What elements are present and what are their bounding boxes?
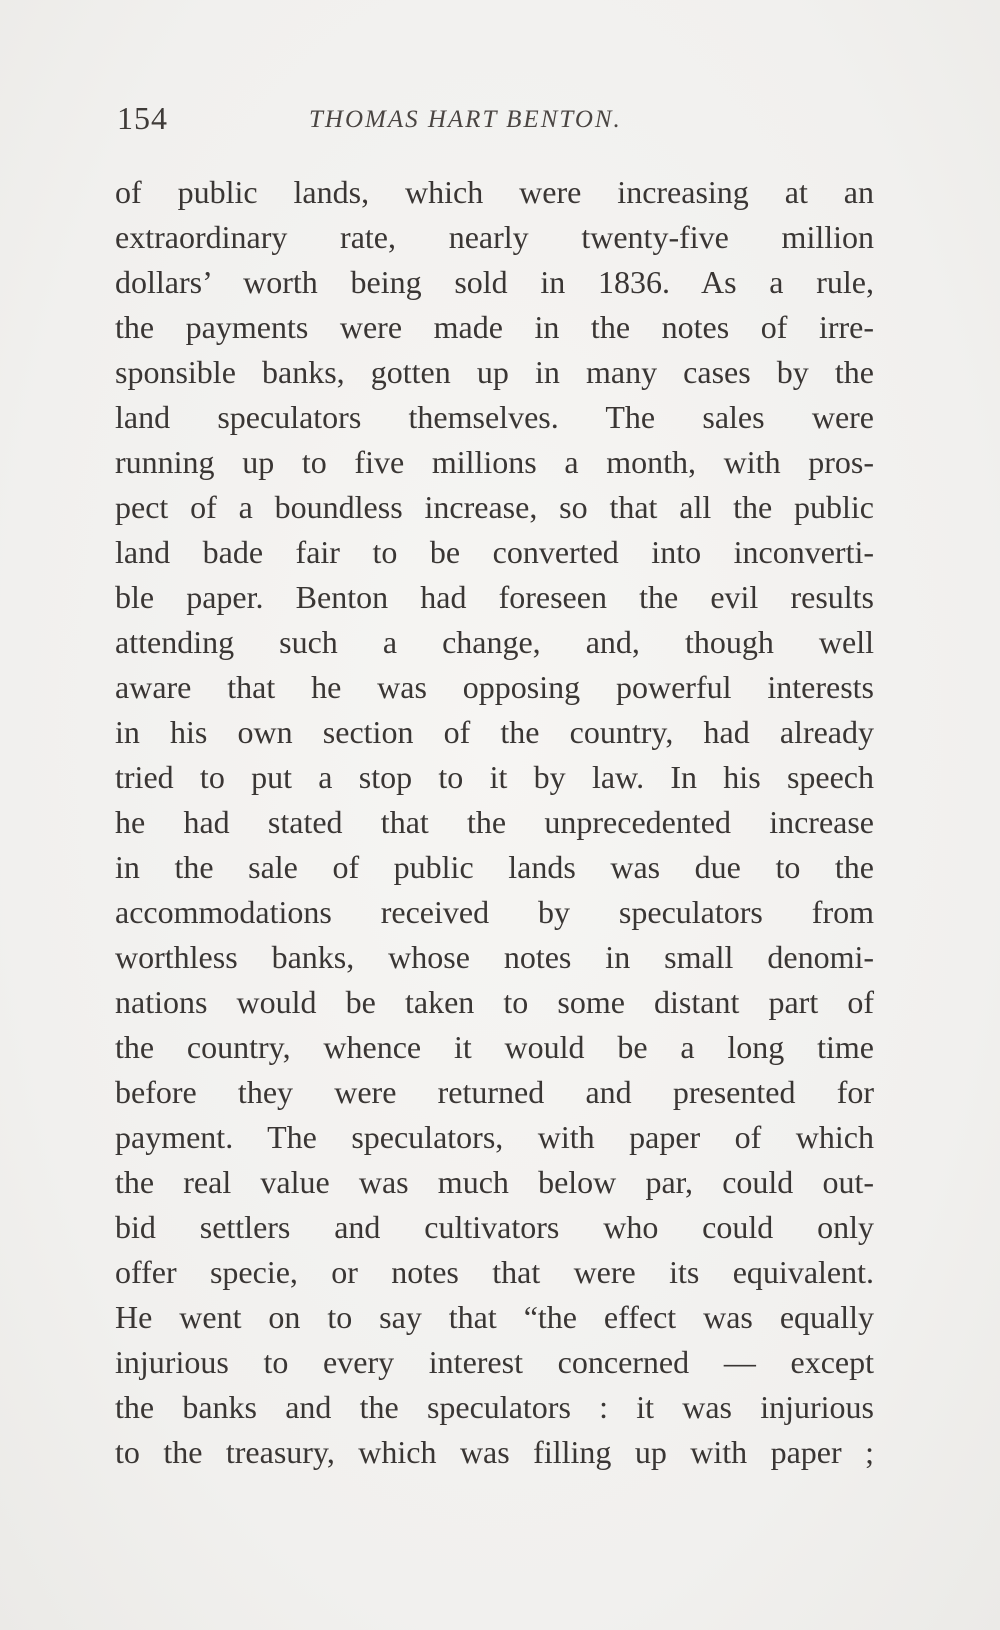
text-line: the banks and the speculators : it was injurious — [115, 1389, 874, 1425]
text-line: ble paper. Benton had foreseen the evil results — [115, 579, 874, 615]
text-line: aware that he was opposing powerful interests — [115, 669, 874, 705]
text-line: the country, whence it would be a long time — [115, 1029, 874, 1065]
text-line: in his own section of the country, had already — [115, 714, 874, 750]
page-number: 154 — [117, 100, 168, 136]
running-title: THOMAS HART BENTON. — [309, 106, 622, 133]
text-line: offer specie, or notes that were its equivalent. — [115, 1254, 874, 1290]
text-line: dollars’ worth being sold in 1836. As a rule, — [115, 264, 874, 300]
text-line: bid settlers and cultivators who could only — [115, 1209, 874, 1245]
text-line: the payments were made in the notes of irre- — [115, 309, 874, 345]
text-line: before they were returned and presented for — [115, 1074, 874, 1110]
text-line: land bade fair to be converted into inconverti- — [115, 534, 874, 570]
text-line: land speculators themselves. The sales were — [115, 399, 874, 435]
text-line: attending such a change, and, though well — [115, 624, 874, 660]
text-line: the real value was much below par, could out- — [115, 1164, 874, 1200]
text-line: injurious to every interest concerned — except — [115, 1344, 874, 1380]
running-head — [117, 100, 687, 146]
text-line: he had stated that the unprecedented increase — [115, 804, 874, 840]
text-line: nations would be taken to some distant part of — [115, 984, 874, 1020]
text-line: tried to put a stop to it by law. In his speech — [115, 759, 874, 795]
text-line: to the treasury, which was filling up with paper ; — [115, 1434, 874, 1470]
text-line: pect of a boundless increase, so that all the public — [115, 489, 874, 525]
text-line: worthless banks, whose notes in small denomi- — [115, 939, 874, 975]
body-text — [115, 170, 874, 1475]
text-line: sponsible banks, gotten up in many cases by the — [115, 354, 874, 390]
text-line: extraordinary rate, nearly twenty-five million — [115, 219, 874, 255]
text-line: of public lands, which were increasing at an — [115, 174, 874, 210]
text-line: in the sale of public lands was due to the — [115, 849, 874, 885]
text-line: payment. The speculators, with paper of which — [115, 1119, 874, 1155]
text-line: He went on to say that “the effect was equally — [115, 1299, 874, 1335]
text-line: running up to five millions a month, with pros- — [115, 444, 874, 480]
text-line: accommodations received by speculators from — [115, 894, 874, 930]
